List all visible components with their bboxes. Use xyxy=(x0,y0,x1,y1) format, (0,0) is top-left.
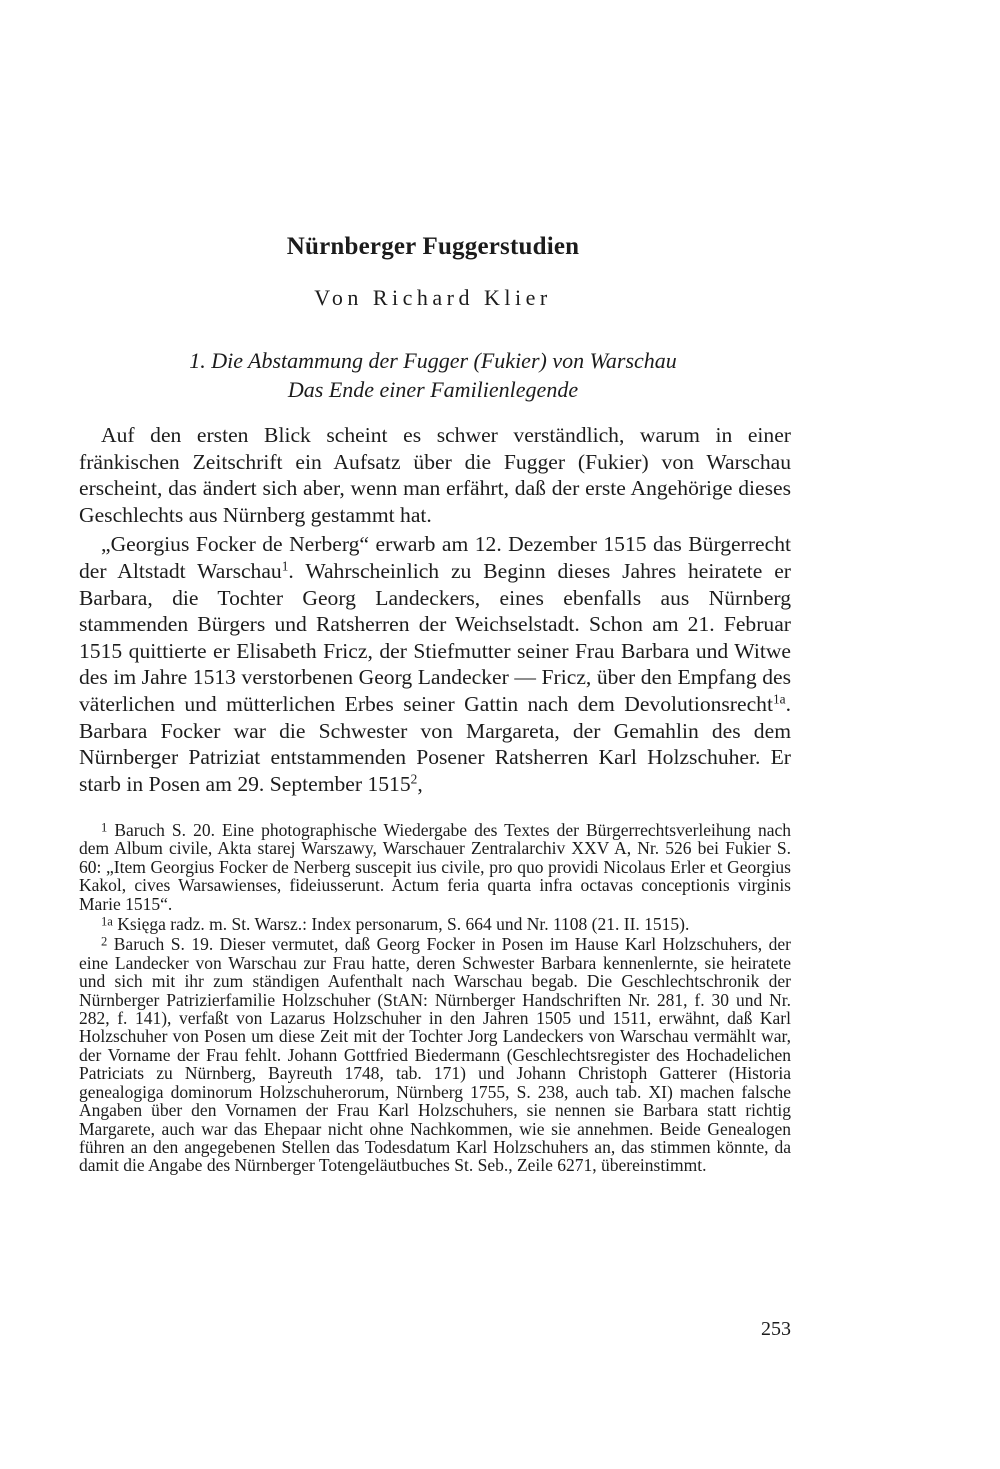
footnote-1-text: Baruch S. 20. Eine photographische Wiedergabe des Textes der Bürgerrechtsverleihung nach dem Album civile, Akta starej Warszawy, Warschauer Zentralarchiv XXV A, Nr. 526 bei Fukier S. 60: „Item Georgius Focker de Nerberg suscepit ius civile, pro quo providi Nicolaus Erler et Georgius Kakol, cives Warsawienses, fideiusserunt. Actum feria quarta infra octavas conceptionis virginis Marie 1515“. xyxy=(79,820,791,914)
footnote-2-marker: 2 xyxy=(101,935,108,950)
section-heading xyxy=(0,346,866,404)
body-paragraph-1: Auf den ersten Blick scheint es schwer verständlich, warum in einer fränkischen Zeitschrift ein Aufsatz über die Fugger (Fukier) von Warschau erscheint, das ändert sich aber, wenn man erfährt, daß der erste Angehörige dieses Geschlechts aus Nürnberg gestammt hat. xyxy=(79,423,791,527)
footnote-ref-2: 2 xyxy=(410,771,418,787)
paragraph-2-text-b: . Wahrscheinlich zu Beginn dieses Jahres heiratete er Barbara, die Tochter Georg Landeckers, eines ebenfalls aus Nürnberg stammenden Bürgers und Ratsherren der Weichselstadt. Schon am 21. Februar 1515 quittierte er Elisabeth Fricz, der Stiefmutter seiner Frau Barbara und Witwe des im Jahre 1513 verstorbenen Georg Landecker — Fricz, über den Empfang des väterlichen und mütterlichen Erbes seiner Gattin nach dem Devolutionsrecht xyxy=(79,558,791,716)
footnotes xyxy=(79,821,791,1177)
article-author: Von Richard Klier xyxy=(314,285,552,310)
article-title: Nürnberger Fuggerstudien xyxy=(286,233,580,260)
footnote-1 xyxy=(79,821,791,913)
body-paragraph-2 xyxy=(79,531,791,797)
footnote-1-marker: 1 xyxy=(101,820,108,835)
footnote-2-text: Baruch S. 19. Dieser vermutet, daß Georg Focker in Posen im Hause Karl Holzschuhers, der eine Landecker von Warschau zur Frau hatte, deren Schwester Barbara kennenlernte, sie heiratete und sich mit ihr zum ständigen Aufenthalt nach Warschau begab. Die Geschlechtschronik der Nürnberger Patrizierfamilie Holzschuher (StAN: Nürnberger Handschriften Nr. 281, f. 30 und Nr. 282, f. 141), verfaßt von Lazarus Holzschuher in den Jahren 1505 und 1511, erwähnt, daß Karl Holzschuher von Posen um diese Zeit mit der Tochter Jorg Landeckers von Warschau vermählt war, der Vorname der Frau fehlt. Johann Gottfried Biedermann (Geschlechtsregister des Hochadelichen Patriciats zu Nürnberg, Bayreuth 1748, tab. 171) und Johann Christoph Gatterer (Historia genealogiga dominorum Holzschuherorum, Nürnberg 1755, S. 238, auch tab. XI) machen falsche Angaben über den Vornamen der Frau Karl Holzschuhers, sie nennen sie Barbara statt richtig Margarete, auch war das Ehepaar nicht ohne Nachkommen, wie sie annehmen. Beide Genealogen führen an den angegebenen Stellen das Todesdatum Karl Holzschuhers an, das stimmen könnte, da damit die Angabe des Nürnberger Totengeläutbuches St. Seb., Zeile 6271, übereinstimmt. xyxy=(79,934,791,1176)
footnote-1a-marker: 1a xyxy=(101,914,113,929)
footnote-1a xyxy=(79,915,791,933)
section-heading-line1: 1. Die Abstammung der Fugger (Fukier) von Warschau xyxy=(189,348,677,373)
footnote-ref-1a: 1a xyxy=(772,691,786,707)
section-heading-line2: Das Ende einer Familienlegende xyxy=(287,377,579,402)
page-number: 253 xyxy=(761,1318,791,1340)
footnote-ref-1: 1 xyxy=(281,558,289,574)
paragraph-2-text-c: . Barbara Focker war die Schwester von Margareta, der Gemahlin des dem Nürnberger Patriziat entstammenden Posener Ratsherren Karl Holzschuher. Er starb in Posen am 29. September 1515 xyxy=(79,691,791,796)
footnote-1a-text: Księga radz. m. St. Warsz.: Index personarum, S. 664 und Nr. 1108 (21. II. 1515). xyxy=(112,914,690,935)
paragraph-2-text-d: , xyxy=(417,771,423,796)
paragraph-2-text-a: „Georgius Focker de Nerberg“ erwarb am 12. Dezember 1515 das Bürgerrecht der Altstadt Warschau xyxy=(79,532,791,583)
body-text xyxy=(79,422,791,797)
footnote-2 xyxy=(79,935,791,1174)
